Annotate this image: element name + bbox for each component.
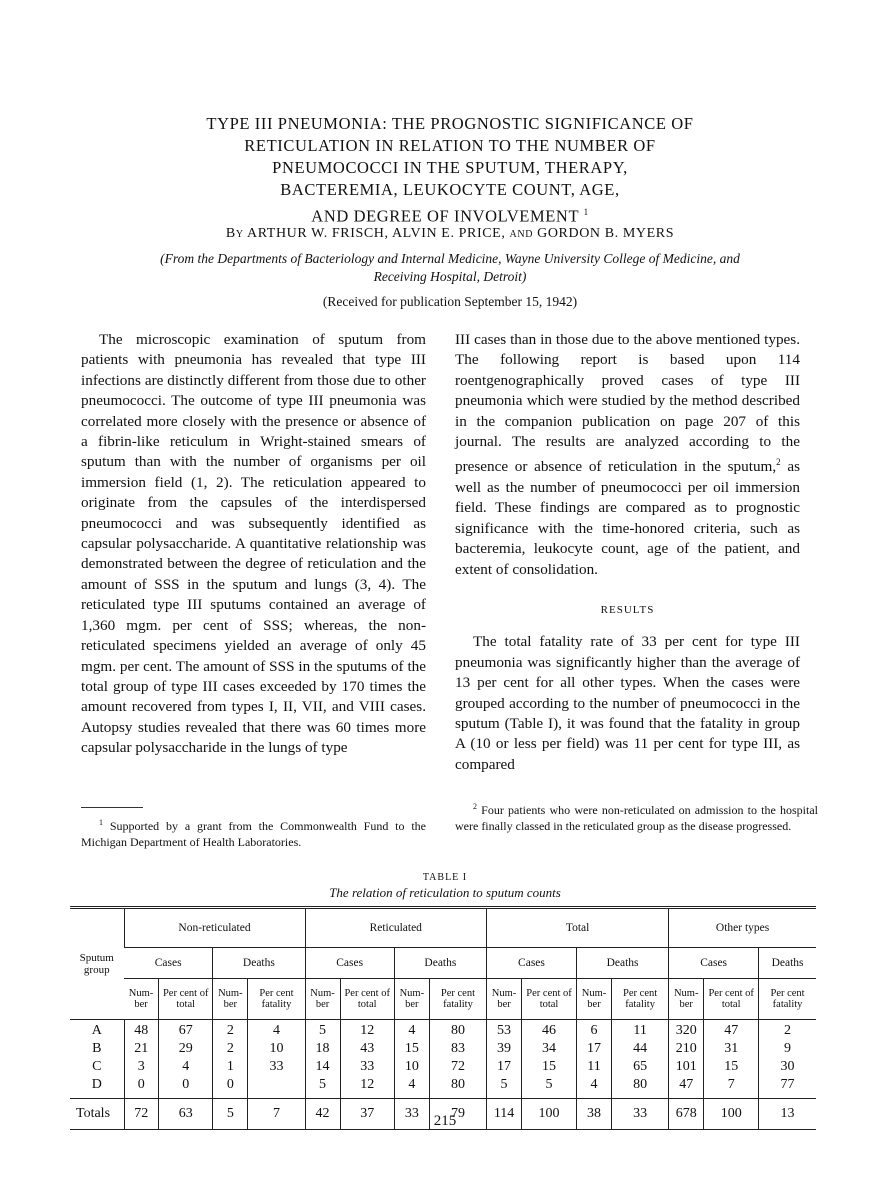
table-cell: 34 <box>522 1038 577 1056</box>
table-cell: 13 <box>759 1099 816 1130</box>
table-cell: 6 <box>576 1020 611 1039</box>
cases-header: Cases <box>305 948 394 979</box>
title-line: PNEUMOCOCCI IN THE SPUTUM, THERAPY, <box>272 158 628 177</box>
table-cell: 5 <box>522 1074 577 1099</box>
table-cell: 31 <box>704 1038 759 1056</box>
group-header: Other types <box>669 908 816 948</box>
table-cell: 33 <box>612 1099 669 1130</box>
table-cell: 33 <box>248 1056 305 1074</box>
table-cell: 42 <box>305 1099 340 1130</box>
right-column <box>455 330 800 775</box>
table-cell: 79 <box>429 1099 486 1130</box>
column-header: Num-ber <box>305 979 340 1020</box>
affiliation: (From the Departments of Bacteriology and Internal Medicine, Wayne University College of Medicine, and Receiving Hospital, Detroit) <box>160 251 740 284</box>
table-cell: 9 <box>759 1038 816 1056</box>
table-cell: 30 <box>759 1056 816 1074</box>
table-caption: The relation of reticulation to sputum counts <box>329 885 561 900</box>
column-header: Num-ber <box>487 979 522 1020</box>
column-header: Per cent fatality <box>429 979 486 1020</box>
byline-by: By <box>225 226 244 241</box>
table-cell: 39 <box>487 1038 522 1056</box>
deaths-header: Deaths <box>213 948 305 979</box>
deaths-header: Deaths <box>394 948 486 979</box>
cases-header: Cases <box>487 948 577 979</box>
table-cell: 33 <box>340 1056 394 1074</box>
table-cell: 47 <box>669 1074 704 1099</box>
column-header: Per cent fatality <box>759 979 816 1020</box>
group-header: Non-reticulated <box>124 908 305 948</box>
table-cell: 14 <box>305 1056 340 1074</box>
table-cell: 17 <box>576 1038 611 1056</box>
table-cell: 2 <box>213 1038 248 1056</box>
footnote-marker: 2 <box>776 457 781 468</box>
page-number: 215 <box>433 1113 457 1129</box>
table-cell: 80 <box>429 1074 486 1099</box>
deaths-header: Deaths <box>759 948 816 979</box>
footnote-marker: 1 <box>583 207 589 217</box>
title-line: RETICULATION IN RELATION TO THE NUMBER OF <box>244 136 656 155</box>
table-row <box>70 1020 816 1039</box>
data-table <box>70 906 816 1130</box>
left-column <box>81 330 426 759</box>
table-cell: 43 <box>340 1038 394 1056</box>
table-cell: 72 <box>429 1056 486 1074</box>
table-cell: 21 <box>124 1038 159 1056</box>
table-cell: 15 <box>394 1038 429 1056</box>
column-header: Num-ber <box>124 979 159 1020</box>
author-names: GORDON B. MYERS <box>537 226 675 241</box>
table-row <box>70 1074 816 1099</box>
table-cell: 77 <box>759 1074 816 1099</box>
table-cell: 210 <box>669 1038 704 1056</box>
table-cell: 0 <box>124 1074 159 1099</box>
received-date: (Received for publication September 15, 1942) <box>322 294 578 309</box>
column-header: Num-ber <box>669 979 704 1020</box>
totals-label: Totals <box>70 1099 124 1130</box>
table-cell: 83 <box>429 1038 486 1056</box>
column-header: Num-ber <box>576 979 611 1020</box>
table-label: TABLE I <box>422 872 468 883</box>
table-cell: 11 <box>612 1020 669 1039</box>
table-cell: 0 <box>213 1074 248 1099</box>
table-row <box>70 1038 816 1056</box>
table-cell: 63 <box>159 1099 213 1130</box>
table-cell: 4 <box>576 1074 611 1099</box>
table-cell: 3 <box>124 1056 159 1074</box>
group-header: Total <box>487 908 669 948</box>
column-header: Per cent fatality <box>612 979 669 1020</box>
table-cell: 17 <box>487 1056 522 1074</box>
row-label: B <box>92 1041 102 1056</box>
table-cell: 48 <box>124 1020 159 1039</box>
table-body <box>70 1020 816 1099</box>
table-cell: 15 <box>522 1056 577 1074</box>
table-cell: 320 <box>669 1020 704 1039</box>
table-cell: 53 <box>487 1020 522 1039</box>
table-cell: 33 <box>394 1099 429 1130</box>
table-cell: 7 <box>248 1099 305 1130</box>
table-cell: 72 <box>124 1099 159 1130</box>
table-cell: 678 <box>669 1099 704 1130</box>
body-paragraph: The total fatality rate of 33 per cent for type III pneumonia was significantly higher than the average of 13 per cent for all other types. When the cases were grouped according to the number of pneumococci in the sputum (Table I), it was found that the fatality in group A (10 or less per field) was 11 per cent for type III, as compared <box>455 633 800 773</box>
table-cell: 5 <box>487 1074 522 1099</box>
row-label: A <box>91 1023 102 1038</box>
table-cell: 67 <box>159 1020 213 1039</box>
table-cell: 12 <box>340 1074 394 1099</box>
table-cell: 0 <box>159 1074 213 1099</box>
table-cell: 5 <box>305 1074 340 1099</box>
row-label: C <box>92 1059 102 1074</box>
table-cell: 47 <box>704 1020 759 1039</box>
section-heading: RESULTS <box>600 603 655 616</box>
article-title <box>150 113 750 228</box>
table-cell: 4 <box>248 1020 305 1039</box>
table-cell <box>248 1074 305 1099</box>
table-cell: 80 <box>612 1074 669 1099</box>
cases-header: Cases <box>669 948 759 979</box>
table-cell: 18 <box>305 1038 340 1056</box>
table-cell: 15 <box>704 1056 759 1074</box>
table-cell: 2 <box>759 1020 816 1039</box>
table-cell: 4 <box>159 1056 213 1074</box>
footnote-2: $^2$ Four patients who were non-reticulated on admission to the hospital were finally classed in the reticulated group as the disease progressed. <box>455 802 818 833</box>
table-cell: 5 <box>213 1099 248 1130</box>
title-line: AND DEGREE OF INVOLVEMENT <box>311 206 579 226</box>
table-cell: 114 <box>487 1099 522 1130</box>
column-header: Per cent fatality <box>248 979 305 1020</box>
author-byline <box>100 226 800 242</box>
table-cell: 46 <box>522 1020 577 1039</box>
row-label: D <box>91 1077 102 1092</box>
column-header: Per cent of total <box>522 979 577 1020</box>
group-header: Reticulated <box>305 908 487 948</box>
table-cell: 65 <box>612 1056 669 1074</box>
table-cell: 4 <box>394 1020 429 1039</box>
byline-and: and <box>509 226 534 241</box>
deaths-header: Deaths <box>576 948 668 979</box>
table-cell: 4 <box>394 1074 429 1099</box>
table-cell: 12 <box>340 1020 394 1039</box>
body-paragraph: III cases than in those due to the above mentioned types. The following report is based upon 114 roentgenographically proved cases of type III pneumonia which were studied by the method described in the companion publication on page 207 of this journal. The results are analyzed according to the presence or absence of reticulation in the sputum,$^2$ as well as the number of pneumococci per oil immersion field. These findings are compared as to prognostic significance with the time-honored criteria, such as bacteremia, leukocyte count, age of the patient, and extent of consolidation. <box>455 331 800 578</box>
table-cell: 1 <box>213 1056 248 1074</box>
cases-header: Cases <box>124 948 213 979</box>
footnote-rule <box>81 807 143 808</box>
body-paragraph: The microscopic examination of sputum from patients with pneumonia has revealed that type III infections are distinctly different from those due to other pneumococci. The outcome of type III pneumonia was correlated more closely with the presence or absence of a fibrin-like reticulum in Wright-stained smears of sputum than with the number of organisms per oil immersion field (1, 2). The reticulation appeared to originate from the capsules of the interdispersed pneumococci and was subsequently identified as capsular polysaccharide. A quantitative relationship was demonstrated between the degree of reticulation and the amount of SSS in the sputum and lungs (3, 4). The reticulated type III sputums contained an average of 1,360 mgm. per cent of SSS; whereas, the non-reticulated specimens yielded an average of only 45 mgm. per cent. The amount of SSS in the sputums of the total group of type III cases exceeded by 170 times the amount recovered from types I, II, VII, and VIII cases. Autopsy studies revealed that there was 60 times more capsular polysaccharide in the lungs of type <box>81 331 426 757</box>
table-cell: 11 <box>576 1056 611 1074</box>
table-cell: 5 <box>305 1020 340 1039</box>
row-header: Sputum group <box>70 908 124 1020</box>
table-cell: 100 <box>704 1099 759 1130</box>
column-header: Per cent of total <box>159 979 213 1020</box>
column-header: Per cent of total <box>340 979 394 1020</box>
footnote-1: $^1$ Supported by a grant from the Commonwealth Fund to the Michigan Department of Health Laboratories. <box>81 818 426 849</box>
table-cell: 2 <box>213 1020 248 1039</box>
table-cell: 10 <box>394 1056 429 1074</box>
table-cell: 29 <box>159 1038 213 1056</box>
table-row <box>70 1056 816 1074</box>
title-line: BACTEREMIA, LEUKOCYTE COUNT, AGE, <box>280 180 620 199</box>
table-cell: 101 <box>669 1056 704 1074</box>
column-header: Num-ber <box>394 979 429 1020</box>
table-cell: 44 <box>612 1038 669 1056</box>
author-names: ARTHUR W. FRISCH, ALVIN E. PRICE, <box>247 226 506 241</box>
table-cell: 7 <box>704 1074 759 1099</box>
title-line: TYPE III PNEUMONIA: THE PROGNOSTIC SIGNIFICANCE OF <box>206 114 694 133</box>
column-header: Num-ber <box>213 979 248 1020</box>
table-cell: 38 <box>576 1099 611 1130</box>
table-cell: 37 <box>340 1099 394 1130</box>
table-cell: 10 <box>248 1038 305 1056</box>
table-cell: 80 <box>429 1020 486 1039</box>
column-header: Per cent of total <box>704 979 759 1020</box>
table-cell: 100 <box>522 1099 577 1130</box>
